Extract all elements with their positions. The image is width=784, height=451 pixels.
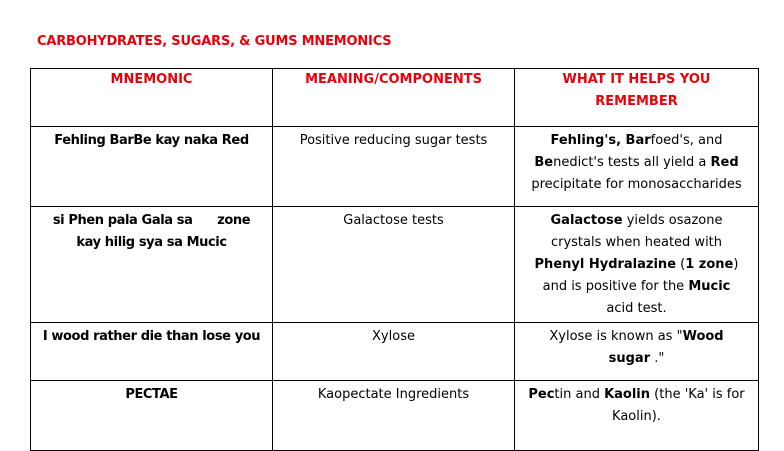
header-meaning: MEANING/COMPONENTS (273, 69, 515, 127)
text: tin and (554, 387, 605, 402)
text: acid test. (606, 301, 667, 316)
header-remember-line1: WHAT IT HELPS YOU (562, 72, 711, 87)
mnemonic-cell (31, 207, 273, 323)
text: yields osazone (622, 213, 723, 228)
meaning-cell: Positive reducing sugar tests (273, 127, 515, 207)
table-row (31, 207, 759, 323)
mnemonic-cell: I wood rather die than lose you (31, 323, 273, 381)
table-row (31, 127, 759, 207)
mnemonic-line: kay hilig sya sa Mucic (76, 235, 227, 250)
bold-text: Mucic (688, 279, 731, 294)
text: and is positive for the (542, 279, 689, 294)
document-title: CARBOHYDRATES, SUGARS, & GUMS MNEMONICS (37, 34, 392, 49)
remember-cell (515, 381, 759, 451)
mnemonic-cell: Fehling BarBe kay naka Red (31, 127, 273, 207)
bold-text: Red (710, 155, 739, 170)
bold-text: Fehling's, Bar (550, 133, 651, 148)
table-header-row (31, 69, 759, 127)
meaning-cell: Xylose (273, 323, 515, 381)
bold-text: 1 zone (685, 257, 734, 272)
text: Kaolin). (612, 409, 661, 424)
bold-text: Phenyl Hydralazine (534, 257, 677, 272)
table-row (31, 323, 759, 381)
bold-text: Wood (682, 329, 724, 344)
remember-cell (515, 323, 759, 381)
bold-text: Pec (528, 387, 555, 402)
text: precipitate for monosaccharides (531, 177, 742, 192)
header-mnemonic: MNEMONIC (31, 69, 273, 127)
header-remember (515, 69, 759, 127)
bold-text: Be (534, 155, 554, 170)
text: (the 'Ka' is for (650, 387, 745, 402)
mnemonic-line: si Phen pala Gala sa zone (52, 213, 251, 228)
bold-text: Kaolin (604, 387, 651, 402)
text: ." (650, 351, 665, 366)
text: ( (676, 257, 686, 272)
meaning-cell: Kaopectate Ingredients (273, 381, 515, 451)
meaning-cell: Galactose tests (273, 207, 515, 323)
mnemonic-cell: PECTAE (31, 381, 273, 451)
text: nedict's tests all yield a (553, 155, 711, 170)
header-remember-line2: REMEMBER (595, 94, 678, 109)
remember-cell (515, 127, 759, 207)
text: foed's, and (650, 133, 723, 148)
text: crystals when heated with (550, 235, 723, 250)
bold-text: sugar (608, 351, 651, 366)
remember-cell (515, 207, 759, 323)
text: Xylose is known as " (549, 329, 683, 344)
table-row (31, 381, 759, 451)
mnemonics-table (30, 68, 759, 451)
bold-text: Galactose (550, 213, 623, 228)
text: ) (733, 257, 739, 272)
